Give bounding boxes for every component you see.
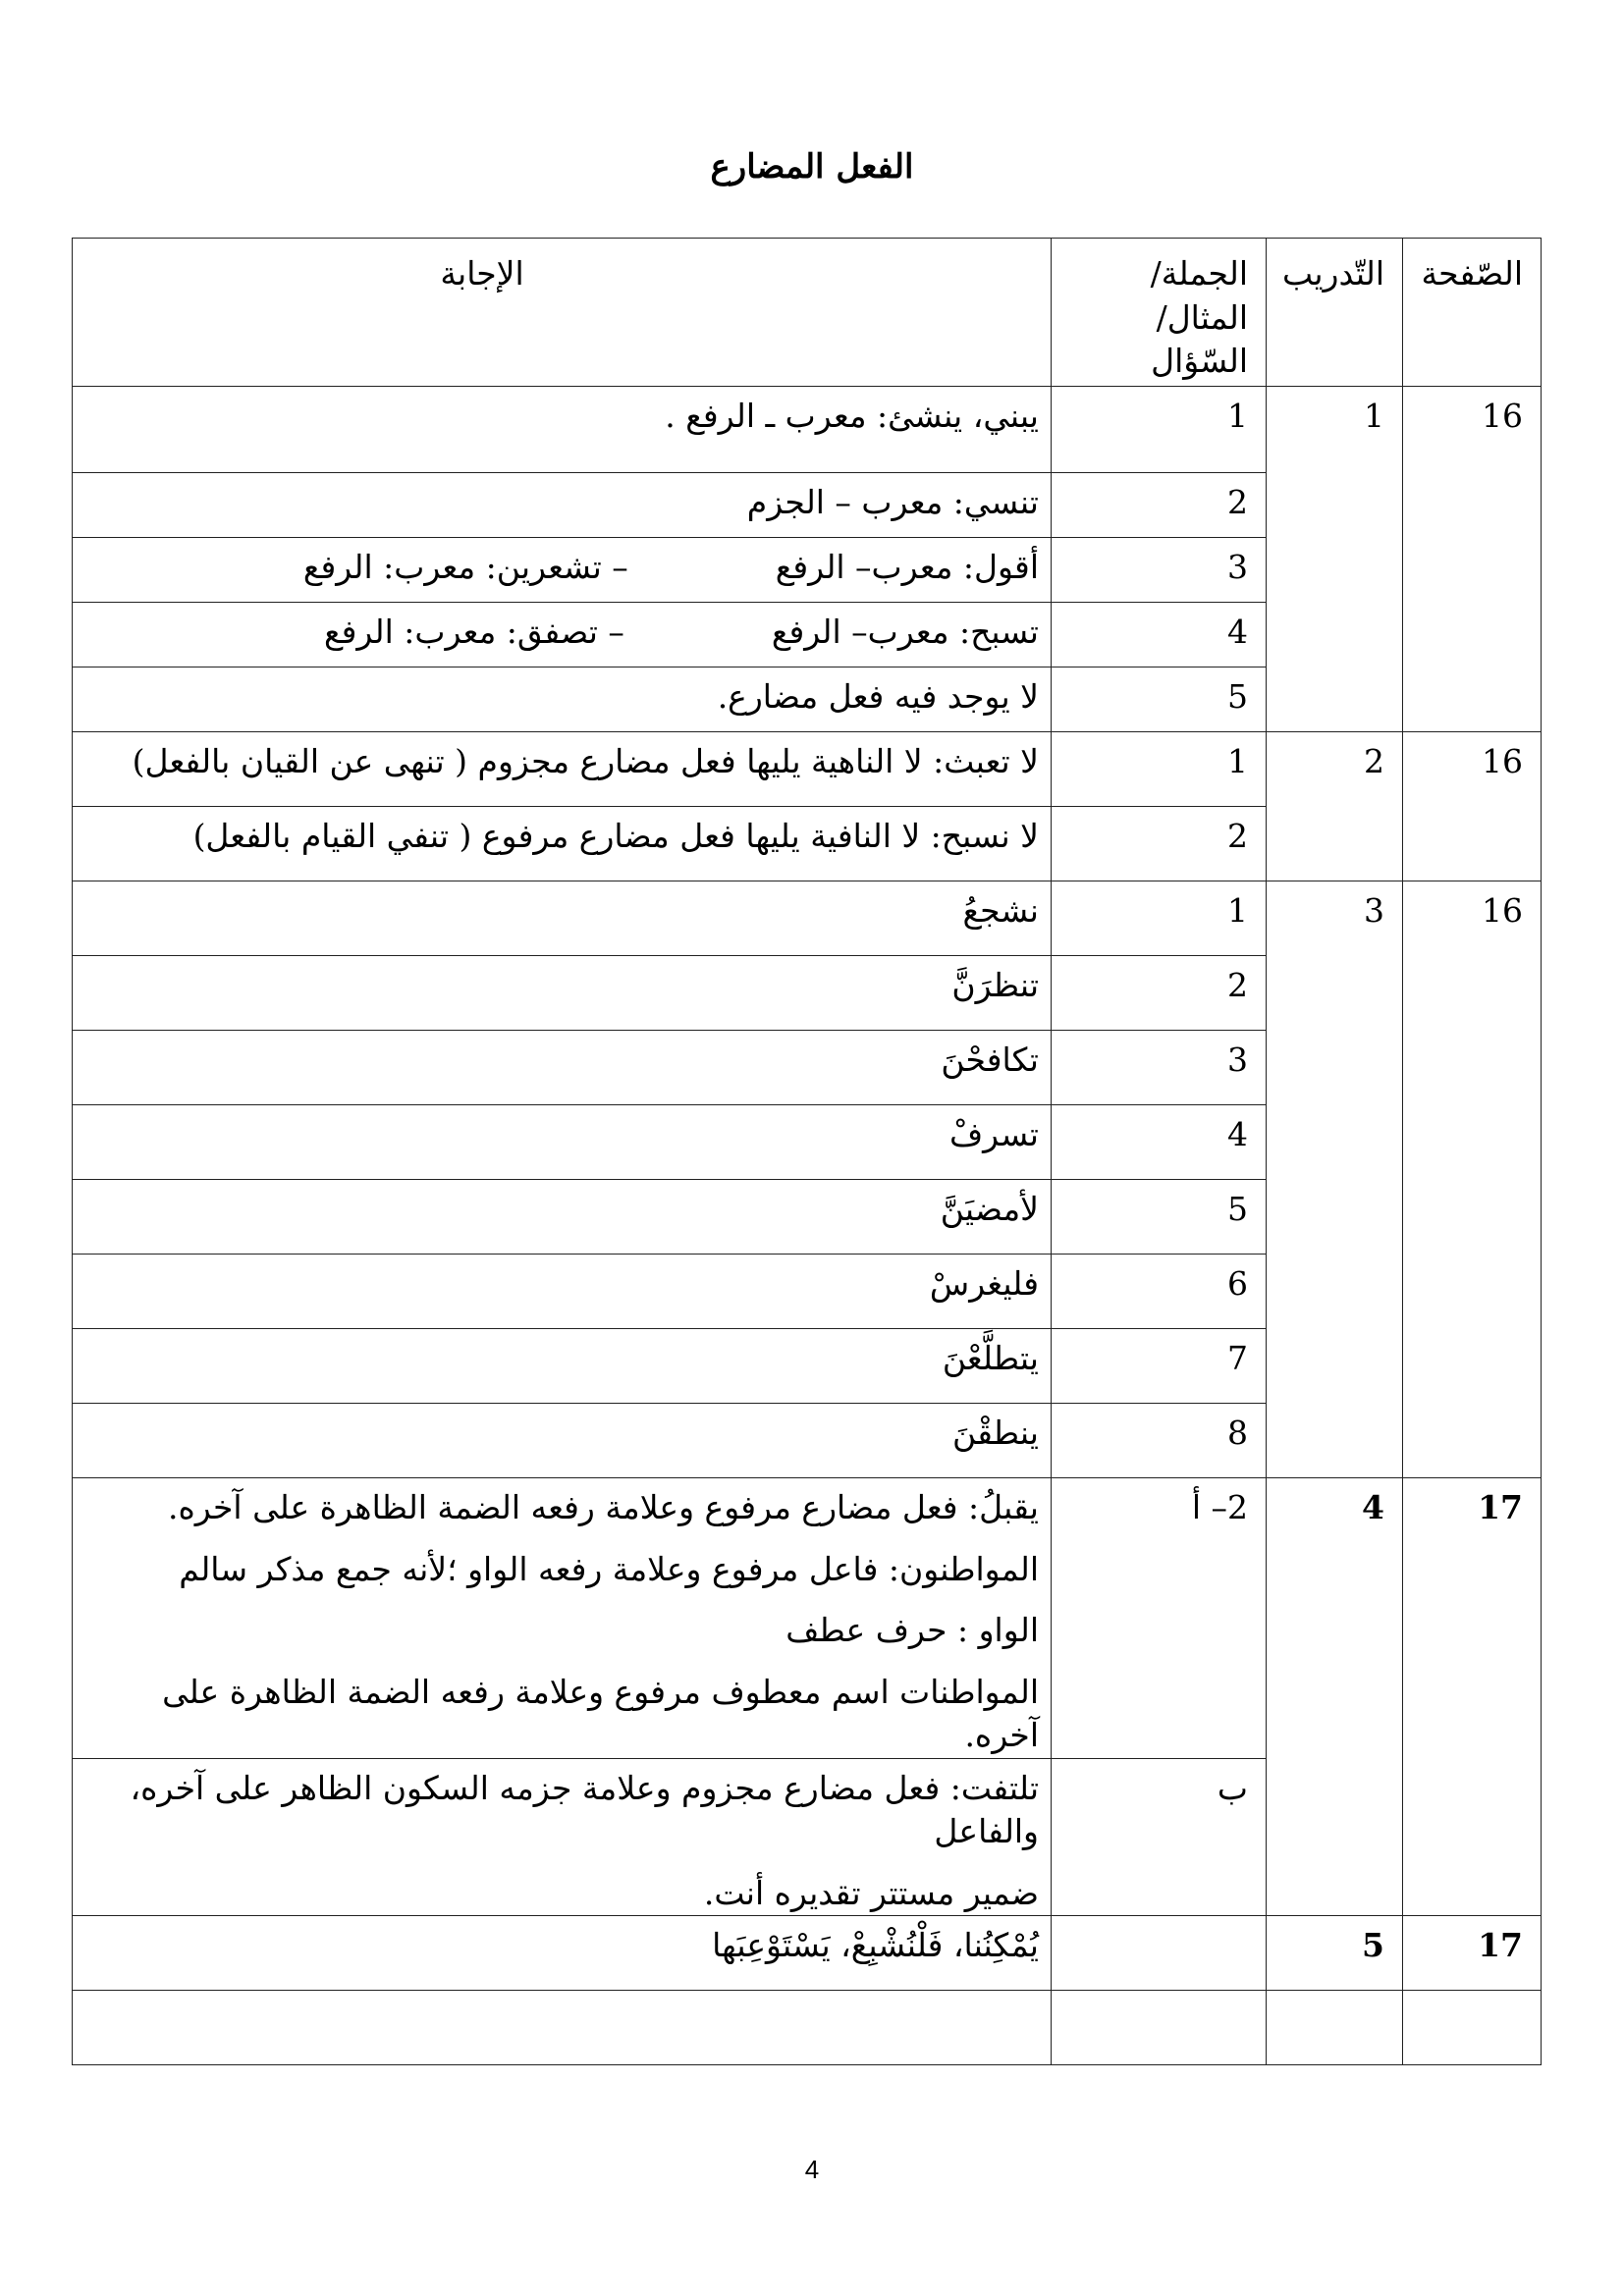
answer-cell: تنظرَنَّ [73, 956, 1052, 1031]
exercise-cell: 1 [1267, 387, 1403, 732]
answer-cell: يتطلَّعْنَ [73, 1329, 1052, 1404]
header-sentence-line2: المثال/السّؤال [1151, 297, 1248, 381]
page-cell: 16 [1403, 387, 1542, 732]
page-cell: 16 [1403, 881, 1542, 1478]
page-cell: 17 [1403, 1478, 1542, 1916]
question-cell: 3 [1052, 1031, 1267, 1105]
exercise-cell: 2 [1267, 732, 1403, 881]
answer-part: أقول: معرب– الرفع [775, 548, 1039, 586]
header-sentence [1052, 239, 1267, 387]
question-cell: 3 [1052, 538, 1267, 603]
answer-cell [73, 1991, 1052, 2065]
question-cell: 7 [1052, 1329, 1267, 1404]
answer-line: تلتفت: فعل مضارع مجزوم وعلامة جزمه السكون الظاهر على آخره، والفاعل [130, 1768, 1039, 1851]
answer-cell: نشجعُ [73, 881, 1052, 956]
table-row [73, 1478, 1542, 1759]
header-page: الصّفحة [1403, 239, 1542, 387]
answer-cell: لا يوجد فيه فعل مضارع. [73, 667, 1052, 732]
answer-cell [73, 1478, 1052, 1759]
answer-cell: تكافحْنَ [73, 1031, 1052, 1105]
exercise-cell: 3 [1267, 881, 1403, 1478]
answer-cell: تسرفْ [73, 1105, 1052, 1180]
exercise-cell [1267, 1991, 1403, 2065]
question-cell: 2– أ [1052, 1478, 1267, 1759]
table-row [73, 1991, 1542, 2065]
question-cell: 4 [1052, 603, 1267, 667]
question-cell [1052, 1916, 1267, 1991]
exercise-cell: 5 [1267, 1916, 1403, 1991]
exercise-cell: 4 [1267, 1478, 1403, 1916]
question-cell: 5 [1052, 667, 1267, 732]
question-cell: 2 [1052, 473, 1267, 538]
answer-line: يقبلُ: فعل مضارع مرفوع وعلامة رفعه الضمة الظاهرة على آخره. [168, 1488, 1039, 1526]
answer-line: المواطنون: فاعل مرفوع وعلامة رفعه الواو ؛لأنه جمع مذكر سالم [179, 1549, 1039, 1588]
header-exercise: التّدريب [1267, 239, 1403, 387]
answer-cell: تنسي: معرب – الجزم [73, 473, 1052, 538]
question-cell: 5 [1052, 1180, 1267, 1255]
answer-part: تسبح: معرب– الرفع [771, 613, 1039, 651]
answer-part: – تشعرين: معرب: الرفع [302, 548, 628, 586]
page-number: 4 [804, 2155, 820, 2184]
header-row [73, 239, 1542, 387]
question-cell: 4 [1052, 1105, 1267, 1180]
exercise-table [72, 238, 1542, 2065]
answer-cell [73, 603, 1052, 667]
table-row [73, 387, 1542, 473]
question-cell: ب [1052, 1758, 1267, 1916]
answer-cell: يُمْكِنُنا، فَلْنُشْبِعْ، يَسْتَوْعِبَها [73, 1916, 1052, 1991]
question-cell [1052, 1991, 1267, 2065]
answer-line: المواطنات اسم معطوف مرفوع وعلامة رفعه الضمة الظاهرة على آخره. [162, 1672, 1039, 1755]
answer-cell: ينطقْنَ [73, 1404, 1052, 1478]
answer-line: الواو : حرف عطف [785, 1611, 1039, 1650]
answer-cell [73, 538, 1052, 603]
header-answer: الإجابة [73, 239, 1052, 387]
page-cell: 17 [1403, 1916, 1542, 1991]
question-cell: 2 [1052, 807, 1267, 881]
answer-line: ضمير مستتر تقديره أنت. [703, 1873, 1039, 1912]
question-cell: 8 [1052, 1404, 1267, 1478]
table-row [73, 881, 1542, 956]
table-row [73, 1916, 1542, 1991]
answer-cell: يبني، ينشئ: معرب ـ الرفع . [73, 387, 1052, 473]
question-cell: 1 [1052, 881, 1267, 956]
question-cell: 6 [1052, 1255, 1267, 1329]
header-sentence-line1: الجملة/ [1150, 254, 1248, 293]
answer-cell: فليغرسْ [73, 1255, 1052, 1329]
page-cell: 16 [1403, 732, 1542, 881]
question-cell: 1 [1052, 732, 1267, 807]
page-cell [1403, 1991, 1542, 2065]
question-cell: 2 [1052, 956, 1267, 1031]
answer-cell: لأمضيَنَّ [73, 1180, 1052, 1255]
page-title: الفعل المضارع [710, 147, 914, 187]
table-row [73, 732, 1542, 807]
answer-part: – تصفق: معرب: الرفع [324, 613, 624, 651]
answer-cell: لا تعبث: لا الناهية يليها فعل مضارع مجزوم ( تنهى عن القيان بالفعل) [73, 732, 1052, 807]
question-cell: 1 [1052, 387, 1267, 473]
answer-cell: لا نسبح: لا النافية يليها فعل مضارع مرفوع ( تنفي القيام بالفعل) [73, 807, 1052, 881]
answer-cell [73, 1758, 1052, 1916]
